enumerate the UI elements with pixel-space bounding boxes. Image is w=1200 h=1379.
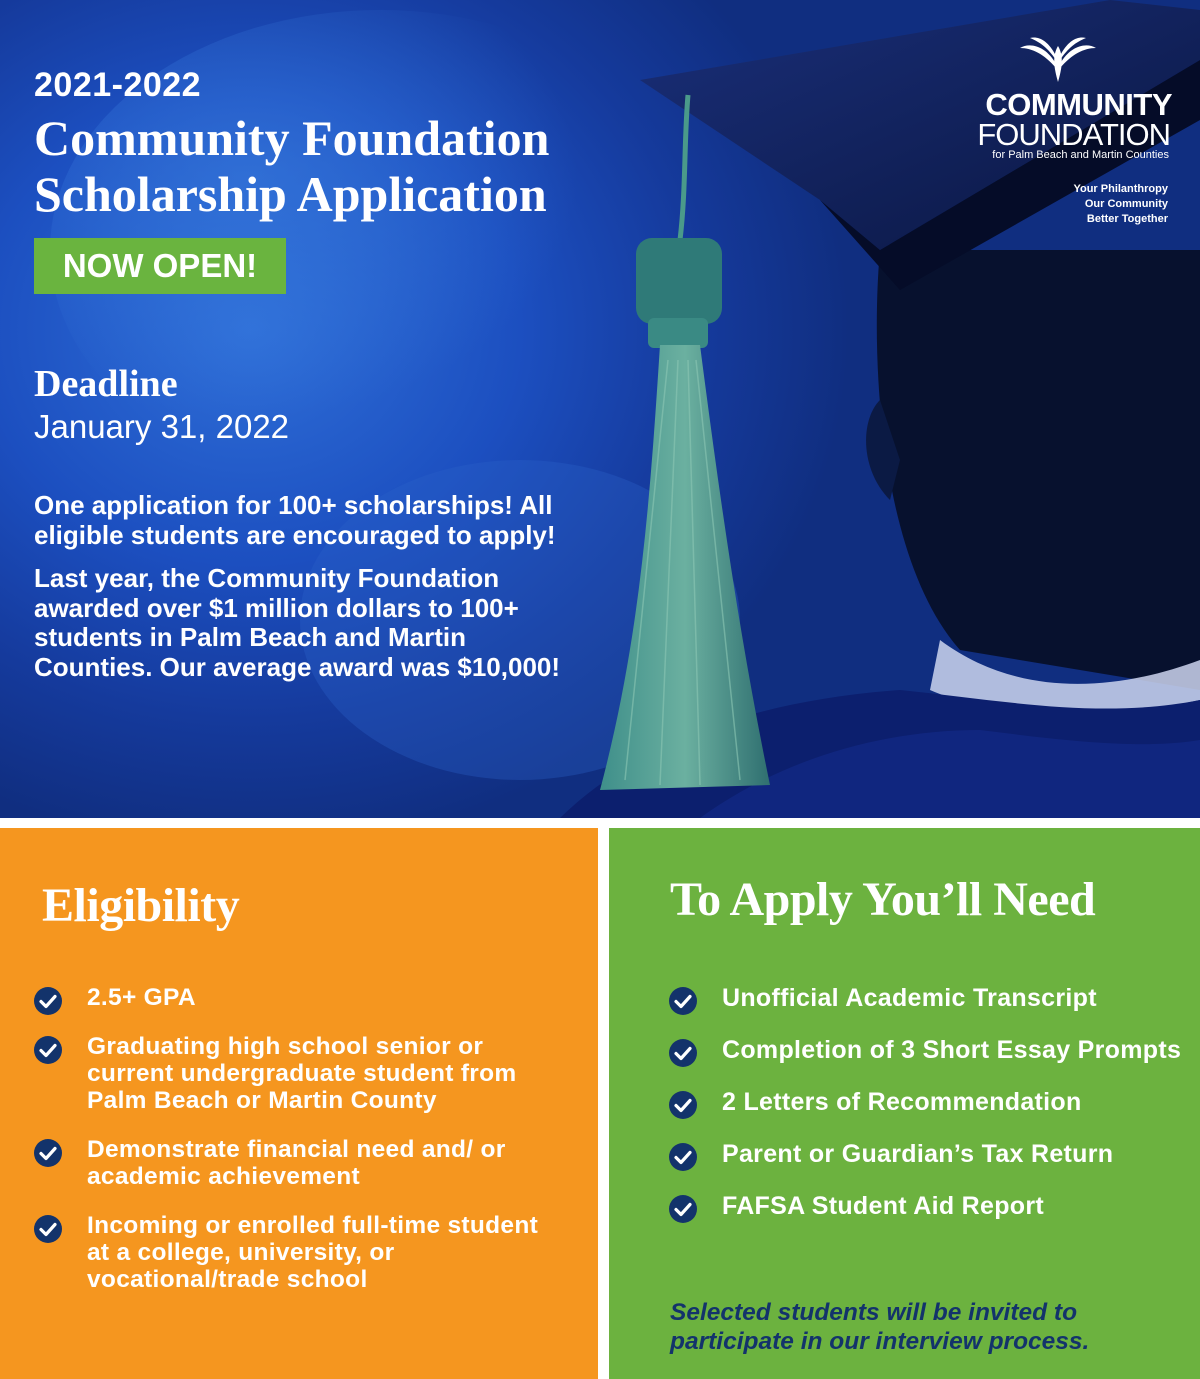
tagline-line: Better Together bbox=[1086, 213, 1168, 225]
check-circle-icon bbox=[668, 1038, 698, 1068]
requirements-list bbox=[668, 984, 1188, 1244]
logo-palm-mark bbox=[1018, 34, 1098, 84]
tagline-line: Our Community bbox=[1084, 198, 1168, 210]
list-item bbox=[668, 1192, 1188, 1221]
intro-text bbox=[34, 491, 574, 696]
intro-paragraph-2: Last year, the Community Foundation awarded over $1 million dollars to 100+ students in Palm Beach and Martin Counties. Our average award was $10,000! bbox=[34, 563, 561, 682]
check-circle-icon bbox=[668, 1194, 698, 1224]
list-item-text: 2.5+ GPA bbox=[87, 984, 196, 1011]
list-item-text: 2 Letters of Recommendation bbox=[722, 1088, 1082, 1116]
list-item bbox=[668, 1036, 1188, 1065]
title-line-1: Community Foundation bbox=[34, 110, 550, 166]
check-circle-icon bbox=[33, 1214, 63, 1244]
check-circle-icon bbox=[668, 1142, 698, 1172]
interview-note: Selected students will be invited to participate in our interview process. bbox=[670, 1299, 1090, 1355]
now-open-badge: NOW OPEN! bbox=[34, 238, 286, 294]
list-item bbox=[33, 1136, 553, 1190]
eligibility-list bbox=[33, 984, 553, 1315]
tagline-line: Your Philanthropy bbox=[1073, 183, 1168, 195]
check-circle-icon bbox=[668, 986, 698, 1016]
tagline bbox=[1073, 182, 1168, 227]
page-title bbox=[34, 110, 634, 222]
list-item bbox=[33, 1033, 553, 1114]
deadline-label: Deadline bbox=[34, 363, 178, 405]
title-line-2: Scholarship Application bbox=[34, 166, 547, 222]
list-item-text: FAFSA Student Aid Report bbox=[722, 1192, 1044, 1220]
application-year: 2021-2022 bbox=[34, 66, 202, 104]
list-item bbox=[668, 1140, 1188, 1169]
list-item bbox=[668, 984, 1188, 1013]
requirements-panel bbox=[609, 828, 1200, 1379]
list-item-text: Demonstrate financial need and/ or academic achievement bbox=[87, 1136, 506, 1190]
check-circle-icon bbox=[33, 1138, 63, 1168]
check-circle-icon bbox=[668, 1090, 698, 1120]
eligibility-panel bbox=[0, 828, 598, 1379]
logo-text-line-1: COMMUNITY bbox=[985, 87, 1172, 122]
check-circle-icon bbox=[33, 986, 63, 1016]
eligibility-heading: Eligibility bbox=[42, 879, 240, 932]
requirements-heading: To Apply You’ll Need bbox=[670, 873, 1096, 926]
list-item bbox=[668, 1088, 1188, 1117]
intro-paragraph-1: One application for 100+ scholarships! All eligible students are encouraged to apply! bbox=[34, 490, 556, 550]
logo-subline: for Palm Beach and Martin Counties bbox=[992, 149, 1169, 161]
list-item-text: Graduating high school senior or current undergraduate student from Palm Beach or Martin County bbox=[87, 1033, 517, 1114]
list-item bbox=[33, 1212, 553, 1293]
list-item-text: Incoming or enrolled full-time student at a college, university, or vocational/trade school bbox=[87, 1212, 539, 1293]
logo-text-line-2: FOUNDATION bbox=[977, 117, 1170, 152]
deadline-date: January 31, 2022 bbox=[34, 408, 290, 445]
list-item-text: Unofficial Academic Transcript bbox=[722, 984, 1097, 1012]
check-circle-icon bbox=[33, 1035, 63, 1065]
list-item bbox=[33, 984, 553, 1011]
list-item-text: Parent or Guardian’s Tax Return bbox=[722, 1140, 1114, 1168]
list-item-text: Completion of 3 Short Essay Prompts bbox=[722, 1036, 1182, 1064]
